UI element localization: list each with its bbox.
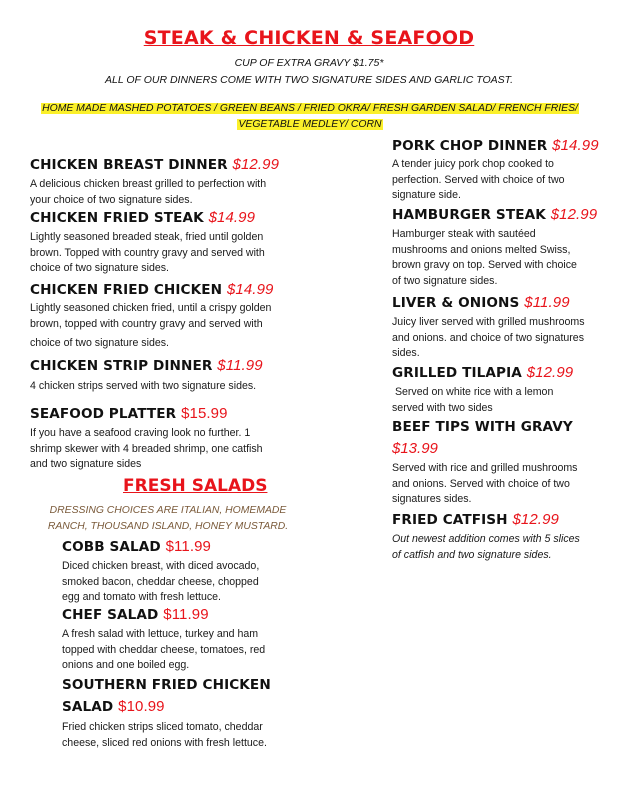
item-title: [30, 156, 279, 173]
item-name: CHICKEN BREAST DINNER: [30, 157, 228, 173]
desc-line: perfection. Served with choice of two: [392, 173, 565, 186]
desc-line: Served with rice and grilled mushrooms: [392, 462, 578, 474]
desc-line: Lightly seasoned breaded steak, fried until golden: [30, 231, 264, 243]
salad-title: [62, 698, 165, 715]
desc-line: your choice of two signature sides.: [30, 193, 193, 206]
item-price: $12.99: [550, 206, 598, 223]
desc-line: sides.: [392, 347, 420, 359]
salad-title: [62, 677, 271, 693]
item-title: [30, 209, 255, 226]
item-description: [392, 385, 553, 416]
salad-price: $10.99: [118, 698, 165, 715]
salad-title: [62, 538, 211, 555]
item-description: [30, 177, 266, 208]
desc-line: A delicious chicken breast grilled to perfection with: [30, 178, 267, 190]
item-name: CHICKEN FRIED CHICKEN: [30, 282, 223, 298]
dinners-note: ALL OF OUR DINNERS COME WITH TWO SIGNATURE SIDES AND GARLIC TOAST.: [104, 74, 513, 86]
item-name: SEAFOOD PLATTER: [30, 406, 177, 422]
item-title: [392, 511, 559, 528]
desc-line: brown gravy on top. Served with choice: [392, 259, 577, 271]
item-name: LIVER & ONIONS: [392, 295, 520, 311]
desc-line: Hamburger steak with sautéed: [392, 228, 536, 240]
sides-line-2: VEGETABLE MEDLEY/ CORN: [238, 119, 382, 130]
desc-line: Lightly seasoned chicken fried, until a crispy golden: [30, 302, 272, 314]
desc-line: choice of two signature sides.: [30, 337, 169, 349]
dressing-line: DRESSING CHOICES ARE ITALIAN, HOMEMADE: [49, 505, 287, 516]
menu-title: STEAK & CHICKEN & SEAFOOD: [143, 27, 475, 49]
salad-description: [62, 720, 267, 751]
desc-line: 4 chicken strips served with two signature sides.: [30, 380, 257, 392]
salad-price: $11.99: [165, 538, 211, 555]
item-description: [392, 461, 577, 508]
item-description: [30, 426, 263, 473]
salad-name: SOUTHERN FRIED CHICKEN: [62, 677, 271, 693]
item-price: $15.99: [181, 405, 228, 422]
desc-line: onions and one boiled egg.: [62, 659, 190, 671]
item-title: [392, 364, 573, 381]
desc-line: of catfish and two signature sides.: [392, 548, 552, 561]
desc-line: signatures sides.: [392, 493, 472, 505]
dressing-choices: [28, 503, 308, 535]
item-price: $12.99: [526, 364, 574, 381]
desc-line: egg and tomato with fresh lettuce.: [62, 591, 221, 603]
gravy-note: CUP OF EXTRA GRAVY $1.75*: [234, 57, 384, 69]
desc-line: If you have a seafood craving look no further. 1: [30, 427, 251, 439]
sides-line-1: HOME MADE MASHED POTATOES / GREEN BEANS / FRIED OKRA/ FRESH GARDEN SALAD/ FRENCH FRIES/: [42, 103, 578, 114]
item-title: [30, 405, 228, 422]
item-name: CHICKEN FRIED STEAK: [30, 210, 204, 226]
item-title: [30, 281, 273, 298]
item-description: [30, 230, 265, 277]
salad-description: [62, 559, 259, 606]
desc-line: choice of two signature sides.: [30, 262, 169, 274]
signature-sides: [40, 101, 580, 133]
item-name: GRILLED TILAPIA: [392, 365, 522, 381]
item-name: HAMBURGER STEAK: [392, 207, 546, 223]
item-price: $11.99: [524, 294, 570, 311]
desc-line: shrimp skewer with 4 breaded shrimp, one catfish: [30, 442, 263, 455]
item-description: [392, 157, 565, 204]
desc-line: Served on white rice with a lemon: [392, 386, 554, 398]
item-price: $12.99: [512, 511, 559, 528]
item-title: [392, 206, 597, 223]
item-description: [30, 301, 271, 352]
desc-line: and two signature sides: [30, 458, 142, 470]
desc-line: A tender juicy pork chop cooked to: [392, 158, 554, 170]
desc-line: mushrooms and onions melted Swiss,: [392, 243, 571, 256]
desc-line: brown, topped with country gravy and served with: [30, 317, 263, 330]
item-price-line: [392, 440, 438, 458]
item-price: $14.99: [552, 137, 599, 154]
salads-heading: FRESH SALADS: [123, 476, 268, 496]
item-description: [392, 532, 580, 563]
desc-line: Out newest addition comes with 5 slices: [392, 533, 580, 545]
item-description: [392, 315, 585, 362]
item-name: FRIED CATFISH: [392, 512, 508, 528]
salad-name: CHEF SALAD: [62, 607, 159, 623]
desc-line: Diced chicken breast, with diced avocado,: [62, 560, 260, 572]
desc-line: cheese, sliced red onions with fresh lettuce.: [62, 736, 267, 749]
item-title: [392, 419, 573, 435]
item-price: $13.99: [392, 440, 438, 457]
desc-line: Fried chicken strips sliced tomato, cheddar: [62, 721, 263, 733]
item-title: [30, 357, 263, 374]
item-name: BEEF TIPS WITH GRAVY: [392, 419, 573, 435]
item-price: $14.99: [226, 281, 274, 298]
item-title: [392, 137, 599, 154]
item-description: [30, 379, 256, 395]
desc-line: brown. Topped with country gravy and served with: [30, 246, 265, 259]
desc-line: topped with cheddar cheese, tomatoes, red: [62, 643, 266, 656]
salad-name: COBB SALAD: [62, 539, 161, 555]
item-description: [392, 227, 577, 289]
desc-line: and onions. and choice of two signatures: [392, 331, 584, 344]
salad-description: [62, 627, 265, 674]
item-price: $14.99: [208, 209, 256, 226]
item-title: [392, 294, 570, 311]
desc-line: Juicy liver served with grilled mushrooms: [392, 316, 585, 328]
desc-line: smoked bacon, cheddar cheese, chopped: [62, 575, 259, 588]
desc-line: of two signature sides.: [392, 274, 498, 287]
item-name: CHICKEN STRIP DINNER: [30, 358, 213, 374]
desc-line: signature side.: [392, 189, 461, 201]
salad-price: $11.99: [163, 606, 209, 623]
desc-line: served with two sides: [392, 401, 493, 414]
item-price: $11.99: [217, 357, 263, 374]
item-name: PORK CHOP DINNER: [392, 138, 548, 154]
desc-line: and onions. Served with choice of two: [392, 477, 570, 490]
salad-name: SALAD: [62, 699, 114, 715]
salad-title: [62, 606, 209, 623]
dressing-line: RANCH, THOUSAND ISLAND, HONEY MUSTARD.: [47, 521, 289, 532]
item-price: $12.99: [232, 156, 280, 173]
desc-line: A fresh salad with lettuce, turkey and ham: [62, 628, 259, 640]
